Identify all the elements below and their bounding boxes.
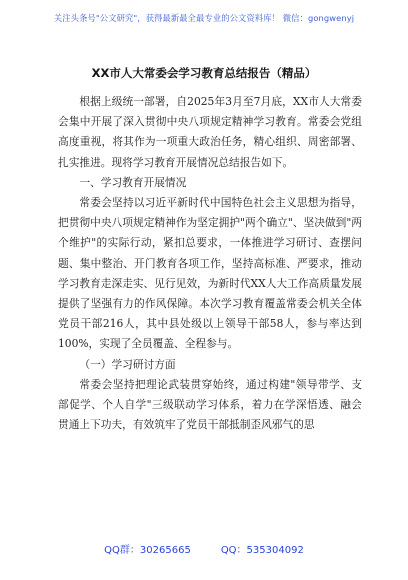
contact-footer bbox=[0, 541, 408, 556]
body-paragraph: 常委会坚持把理论武装贯穿始终，通过构建"领导带学、支部促学、个人自学"三级联动学习体系，着力在学深悟透、融会贯通上下功夫，有效筑牢了党员干部抵制歪风邪气的思 bbox=[58, 377, 362, 432]
document-body bbox=[58, 92, 362, 435]
section-heading: 一、学习教育开展情况 bbox=[79, 175, 187, 189]
intro-paragraph: 根据上级统一部署，自2025年3月至7月底，XX市人大常委会集中开展了深入贯彻中央八项规定精神学习教育。常委会党组高度重视，将其作为一项重大政治任务，精心组织、周密部署、扎实推进。现将学习教育开展情况总结报告如下。 bbox=[58, 95, 362, 169]
body-paragraph: 常委会坚持以习近平新时代中国特色社会主义思想为指导，把贯彻中央八项规定精神作为坚定拥护"两个确立"、坚决做到"两个维护"的实际行动，紧扣总要求，一体推进学习研讨、查摆问题、集中整治、开门教育各项工作，坚持高标准、严要求，推动学习教育走深走实、见行见效，为新时代XX人大工作高质量发展提供了坚强有力的作风保障。本次学习教育覆盖常委会机关全体党员干部216人，其中县处级以上领导干部58人，参与率达到100%，实现了全员覆盖、全程参与。 bbox=[58, 196, 362, 351]
qq-group-text: QQ群：30265665 bbox=[104, 545, 191, 556]
promo-banner: 关注头条号"公文研究"，获得最新最全最专业的公文资料库！ 微信：gongwenyj bbox=[53, 13, 355, 23]
subsection-heading: （一）学习研讨方面 bbox=[79, 357, 176, 371]
document-title: XX市人大常委会学习教育总结报告（精品） bbox=[91, 66, 317, 80]
qq-contact-text: QQ：535304092 bbox=[220, 545, 304, 556]
